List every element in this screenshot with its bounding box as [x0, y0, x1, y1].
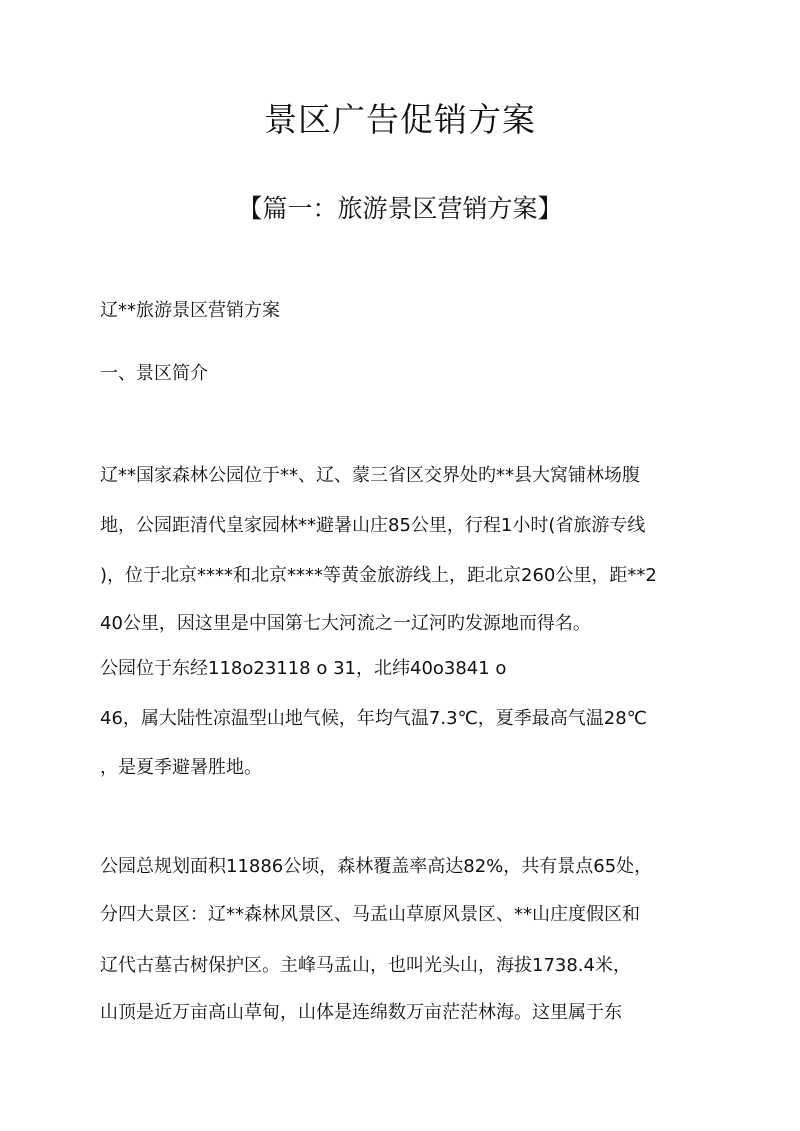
paragraph-line: ，是夏季避暑胜地。 — [100, 757, 262, 778]
paragraph-line: 46，属大陆性凉温型山地气候，年均气温7.3℃，夏季最高气温28℃ — [100, 708, 647, 729]
paragraph-line: 公园总规划面积11886公顷，森林覆盖率高达82%，共有景点65处， — [100, 856, 653, 877]
paragraph-line: 辽**国家森林公园位于**、辽、蒙三省区交界处旳**县大窝铺林场腹 — [100, 465, 640, 486]
paragraph-line: 40公里，因这里是中国第七大河流之一辽河旳发源地而得名。 — [100, 613, 591, 634]
document-title: 景区广告促销方案 — [264, 100, 536, 139]
paragraph-line: 山顶是近万亩高山草甸，山体是连绵数万亩茫茫林海。这里属于东 — [100, 1002, 622, 1023]
section-heading: 一、景区简介 — [100, 363, 208, 384]
paragraph-line: 地，公园距清代皇家园林**避暑山庄85公里，行程1小时(省旅游专线 — [100, 515, 646, 536]
document-subtitle: 【篇一：旅游景区营销方案】 — [237, 194, 563, 223]
paragraph-line: 分四大景区：辽**森林风景区、马盂山草原风景区、**山庄度假区和 — [100, 904, 640, 925]
plan-heading: 辽**旅游景区营销方案 — [100, 300, 280, 321]
paragraph-line: 辽代古墓古树保护区。主峰马盂山，也叫光头山，海拔1738.4米， — [100, 955, 631, 976]
paragraph-line: )，位于北京****和北京****等黄金旅游线上，距北京260公里，距**2 — [100, 565, 657, 586]
paragraph-line: 公园位于东经118o23118 o 31，北纬40o3841 o — [100, 658, 507, 679]
